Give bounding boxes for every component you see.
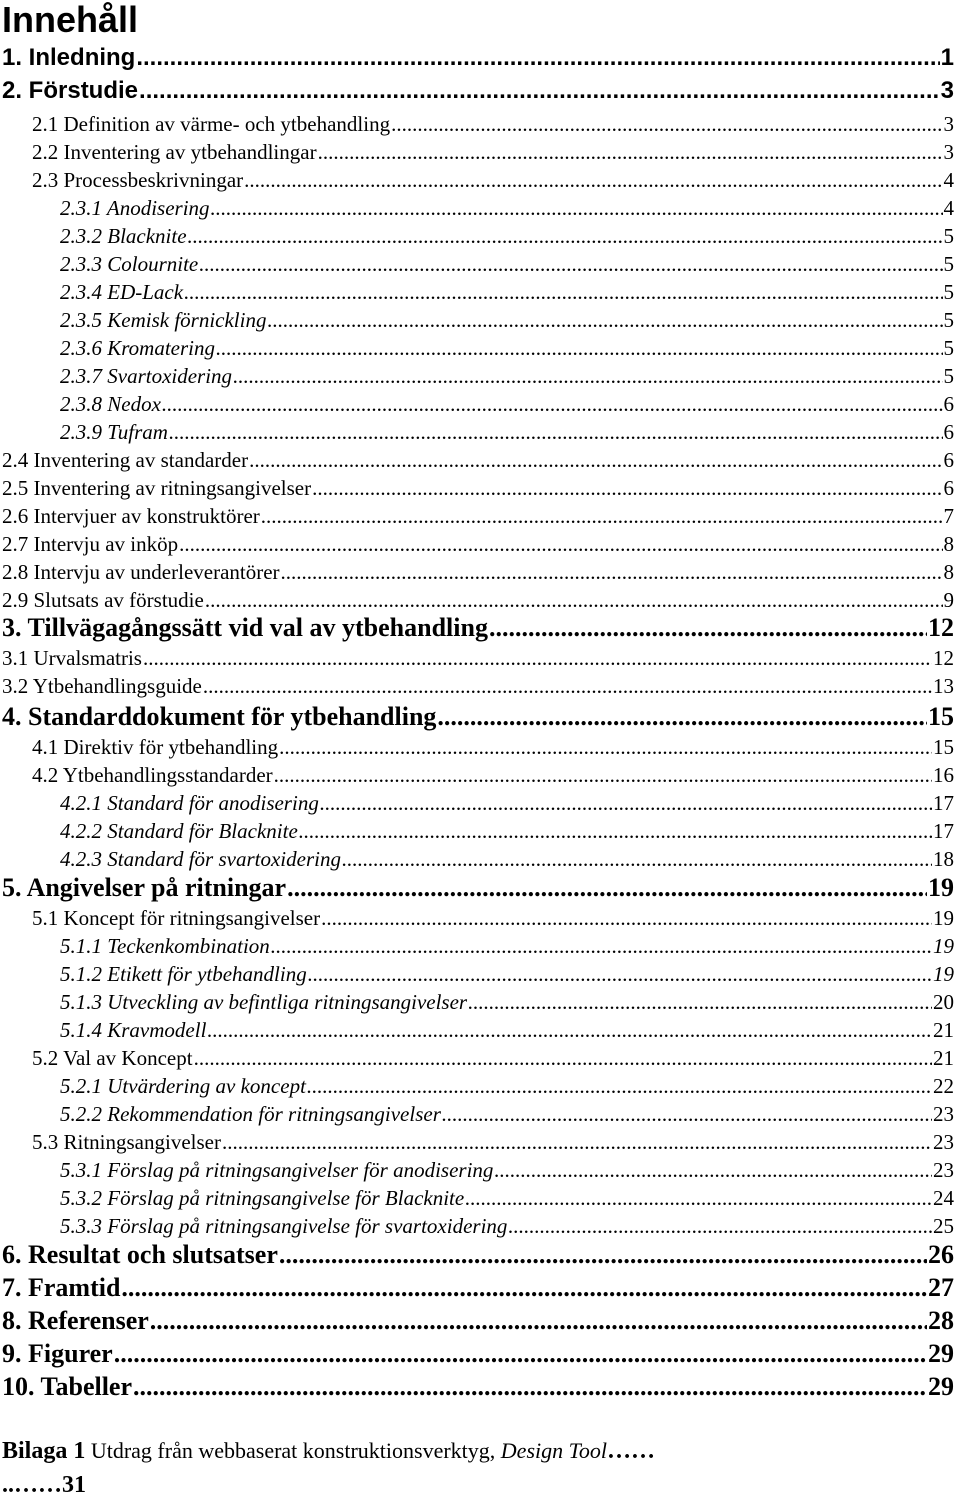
toc-entry[interactable] xyxy=(2,560,954,585)
dot-leader xyxy=(136,44,939,72)
toc-entry-title: 8. Referenser xyxy=(2,1306,149,1335)
dot-leader xyxy=(194,1046,932,1071)
toc-entry-page: 29 xyxy=(928,1372,954,1401)
dot-leader xyxy=(162,392,943,417)
toc-entry-page: 17 xyxy=(933,791,954,815)
dot-leader xyxy=(133,1372,927,1402)
toc-entry-page: 19 xyxy=(933,934,954,958)
toc-entry-page: 8 xyxy=(943,560,954,584)
toc-entry[interactable] xyxy=(60,1018,954,1043)
toc-entry-page: 28 xyxy=(928,1306,954,1335)
dot-leader xyxy=(279,735,932,760)
dot-leader xyxy=(139,77,940,105)
toc-entry-page: 1 xyxy=(940,44,954,71)
dot-leader xyxy=(216,336,943,361)
toc-entry-page: 6 xyxy=(943,448,954,472)
toc-entry-title: 2.3 Processbeskrivningar xyxy=(32,168,244,192)
toc-entry-page: 9 xyxy=(943,588,954,612)
toc-entry-page: 5 xyxy=(943,364,954,388)
appendix-continuation-dots: ..…… xyxy=(2,1472,62,1498)
toc-entry[interactable] xyxy=(2,44,954,72)
toc-entry-title: 4. Standarddokument för ytbehandling xyxy=(2,702,437,731)
toc-entry-page: 19 xyxy=(933,962,954,986)
toc-entry-title: 2.3.8 Nedox xyxy=(60,392,161,416)
toc-entry-title: 9. Figurer xyxy=(2,1339,113,1368)
toc-entry-page: 21 xyxy=(933,1046,954,1070)
dot-leader xyxy=(279,1240,927,1270)
dot-leader xyxy=(207,1018,932,1043)
dot-leader xyxy=(307,1074,932,1099)
dot-leader xyxy=(188,224,943,249)
toc-entry-page: 20 xyxy=(933,990,954,1014)
toc-entry[interactable] xyxy=(2,1306,954,1336)
dot-leader xyxy=(391,112,942,137)
dot-leader xyxy=(114,1339,927,1369)
toc-entry-page: 3 xyxy=(943,140,954,164)
dot-leader xyxy=(437,702,927,732)
dot-leader xyxy=(222,1130,932,1155)
toc-entry-page: 13 xyxy=(933,674,954,698)
toc-entry[interactable] xyxy=(2,674,954,699)
toc-entry[interactable] xyxy=(32,168,954,193)
toc-entry-title: 2.3.7 Svartoxidering xyxy=(60,364,233,388)
toc-entry-page: 3 xyxy=(943,112,954,136)
toc-entry[interactable] xyxy=(32,735,954,760)
toc-entry[interactable] xyxy=(2,476,954,501)
toc-entry[interactable] xyxy=(60,224,954,249)
dot-leader xyxy=(508,1214,932,1239)
toc-entry[interactable] xyxy=(32,763,954,788)
toc-entry-page: 19 xyxy=(928,873,954,902)
toc-entry-title: 5.1.3 Utveckling av befintliga ritningsangivelser xyxy=(60,990,468,1014)
toc-entry-title: 4.2.2 Standard för Blacknite xyxy=(60,819,298,843)
dot-leader xyxy=(281,560,943,585)
appendix-entry xyxy=(2,1438,655,1465)
toc-entry-page: 16 xyxy=(933,763,954,787)
toc-entry-title: 5.2.2 Rekommendation för ritningsangivelser xyxy=(60,1102,441,1126)
toc-entry[interactable] xyxy=(60,934,954,959)
toc-entry-title: 5.2 Val av Koncept xyxy=(32,1046,193,1070)
toc-entry-title: 5.1.4 Kravmodell xyxy=(60,1018,207,1042)
toc-entry-title: 2.4 Inventering av standarder xyxy=(2,448,249,472)
toc-entry-page: 24 xyxy=(933,1186,954,1210)
toc-entry-title: 5.3.2 Förslag på ritningsangivelse för Blacknite xyxy=(60,1186,465,1210)
dot-leader xyxy=(205,588,943,613)
toc-entry[interactable] xyxy=(60,1074,954,1099)
toc-entry-title: 2. Förstudie xyxy=(2,77,139,104)
toc-entry-page: 26 xyxy=(928,1240,954,1269)
dot-leader xyxy=(489,613,927,643)
dot-leader xyxy=(211,196,943,221)
toc-entry-page: 6 xyxy=(943,392,954,416)
toc-entry[interactable] xyxy=(2,873,954,903)
toc-entry-page: 17 xyxy=(933,819,954,843)
toc-entry-page: 19 xyxy=(933,906,954,930)
toc-entry-title: 1. Inledning xyxy=(2,44,136,71)
toc-entry-title: 2.9 Slutsats av förstudie xyxy=(2,588,204,612)
toc-entry-title: 6. Resultat och slutsatser xyxy=(2,1240,278,1269)
toc-entry-page: 23 xyxy=(933,1102,954,1126)
toc-entry-title: 2.1 Definition av värme- och ytbehandling xyxy=(32,112,391,136)
toc-entry-title: 5.3.1 Förslag på ritningsangivelser för anodisering xyxy=(60,1158,494,1182)
toc-entry-page: 21 xyxy=(933,1018,954,1042)
toc-entry[interactable] xyxy=(60,819,954,844)
toc-entry-title: 4.2.3 Standard för svartoxidering xyxy=(60,847,341,871)
dot-leader xyxy=(468,990,932,1015)
toc-entry-title: 5. Angivelser på ritningar xyxy=(2,873,287,902)
dot-leader xyxy=(184,280,942,305)
toc-entry-title: 2.3.4 ED-Lack xyxy=(60,280,184,304)
toc-entry-title: 2.3.5 Kemisk förnickling xyxy=(60,308,267,332)
dot-leader xyxy=(287,873,927,903)
toc-entry-page: 4 xyxy=(943,196,954,220)
toc-entry[interactable] xyxy=(2,613,954,643)
toc-entry-page: 6 xyxy=(943,420,954,444)
toc-entry-title: 5.3 Ritningsangivelser xyxy=(32,1130,221,1154)
toc-entry[interactable] xyxy=(60,1158,954,1183)
toc-entry-title: 10. Tabeller xyxy=(2,1372,133,1401)
toc-entry[interactable] xyxy=(60,990,954,1015)
appendix-label: Bilaga 1 xyxy=(2,1438,86,1464)
toc-entry[interactable] xyxy=(2,1339,954,1369)
toc-entry-page: 15 xyxy=(933,735,954,759)
dot-leader xyxy=(233,364,942,389)
toc-entry-title: 7. Framtid xyxy=(2,1273,121,1302)
toc-entry[interactable] xyxy=(2,1273,954,1303)
toc-entry-page: 5 xyxy=(943,252,954,276)
dot-leader xyxy=(267,308,942,333)
toc-entry-title: 5.1.2 Etikett för ytbehandling xyxy=(60,962,307,986)
toc-entry[interactable] xyxy=(60,336,954,361)
dot-leader xyxy=(143,646,932,671)
dot-leader xyxy=(342,847,932,872)
toc-entry[interactable] xyxy=(2,532,954,557)
toc-entry-page: 5 xyxy=(943,280,954,304)
toc-entry-page: 3 xyxy=(940,77,954,104)
toc-entry-title: 3.1 Urvalsmatris xyxy=(2,646,142,670)
dot-leader xyxy=(169,420,943,445)
toc-entry-page: 23 xyxy=(933,1158,954,1182)
toc-entry[interactable] xyxy=(60,280,954,305)
dot-leader xyxy=(203,674,932,699)
toc-entry[interactable] xyxy=(32,140,954,165)
toc-entry-title: 4.1 Direktiv för ytbehandling xyxy=(32,735,279,759)
dot-leader xyxy=(442,1102,932,1127)
toc-entry[interactable] xyxy=(2,448,954,473)
toc-entry-page: 22 xyxy=(933,1074,954,1098)
page-title: Innehåll xyxy=(2,0,139,40)
appendix-text: Utdrag från webbaserat konstruktionsverktyg, xyxy=(90,1438,496,1463)
toc-entry[interactable] xyxy=(2,77,954,105)
dot-leader xyxy=(150,1306,927,1336)
toc-entry[interactable] xyxy=(60,252,954,277)
toc-entry-title: 2.7 Intervju av inköp xyxy=(2,532,179,556)
toc-entry-page: 4 xyxy=(943,168,954,192)
dot-leader xyxy=(244,168,942,193)
toc-entry[interactable] xyxy=(32,906,954,931)
dot-leader xyxy=(465,1186,932,1211)
dot-leader xyxy=(308,962,932,987)
dot-leader xyxy=(179,532,942,557)
toc-entry-page: 12 xyxy=(928,613,954,642)
toc-entry[interactable] xyxy=(60,962,954,987)
toc-entry[interactable] xyxy=(2,1372,954,1402)
toc-entry-page: 29 xyxy=(928,1339,954,1368)
appendix-dots: …… xyxy=(606,1438,655,1464)
appendix-italic: Design Tool xyxy=(500,1438,607,1463)
toc-entry-title: 5.3.3 Förslag på ritningsangivelse för svartoxidering xyxy=(60,1214,508,1238)
toc-entry-page: 27 xyxy=(928,1273,954,1302)
toc-entry-page: 8 xyxy=(943,532,954,556)
toc-entry[interactable] xyxy=(60,364,954,389)
dot-leader xyxy=(299,819,932,844)
toc-entry-title: 5.1 Koncept för ritningsangivelser xyxy=(32,906,321,930)
dot-leader xyxy=(274,763,932,788)
toc-entry-title: 3. Tillvägagångssätt vid val av ytbehandling xyxy=(2,613,488,642)
appendix-page: 31 xyxy=(62,1472,86,1498)
toc-entry[interactable] xyxy=(60,847,954,872)
toc-entry-page: 5 xyxy=(943,224,954,248)
toc-entry-title: 2.3.6 Kromatering xyxy=(60,336,215,360)
toc-entry-title: 5.1.1 Teckenkombination xyxy=(60,934,270,958)
dot-leader xyxy=(271,934,932,959)
toc-entry[interactable] xyxy=(60,1102,954,1127)
toc-entry-page: 12 xyxy=(933,646,954,670)
toc-entry-title: 2.3.2 Blacknite xyxy=(60,224,187,248)
toc-entry[interactable] xyxy=(32,112,954,137)
toc-entry-page: 6 xyxy=(943,476,954,500)
toc-entry-page: 25 xyxy=(933,1214,954,1238)
toc-entry-title: 2.5 Inventering av ritningsangivelser xyxy=(2,476,312,500)
dot-leader xyxy=(261,504,943,529)
toc-entry[interactable] xyxy=(60,1186,954,1211)
toc-entry[interactable] xyxy=(32,1130,954,1155)
dot-leader xyxy=(121,1273,927,1303)
toc-entry-page: 18 xyxy=(933,847,954,871)
toc-entry-title: 2.3.9 Tufram xyxy=(60,420,168,444)
toc-entry-title: 3.2 Ytbehandlingsguide xyxy=(2,674,202,698)
toc-entry-title: 2.2 Inventering av ytbehandlingar xyxy=(32,140,317,164)
toc-entry-title: 4.2 Ytbehandlingsstandarder xyxy=(32,763,273,787)
toc-entry-title: 2.6 Intervjuer av konstruktörer xyxy=(2,504,260,528)
toc-entry[interactable] xyxy=(2,702,954,732)
toc-entry[interactable] xyxy=(60,1214,954,1239)
toc-entry-title: 2.3.1 Anodisering xyxy=(60,196,210,220)
toc-entry[interactable] xyxy=(2,504,954,529)
dot-leader xyxy=(321,906,932,931)
toc-entry[interactable] xyxy=(60,392,954,417)
toc-entry[interactable] xyxy=(60,308,954,333)
toc-entry[interactable] xyxy=(2,646,954,671)
dot-leader xyxy=(318,140,943,165)
dot-leader xyxy=(320,791,932,816)
toc-entry-title: 2.3.3 Colournite xyxy=(60,252,199,276)
toc-entry-page: 5 xyxy=(943,336,954,360)
toc-entry-title: 2.8 Intervju av underleverantörer xyxy=(2,560,280,584)
toc-entry[interactable] xyxy=(60,196,954,221)
toc-entry[interactable] xyxy=(2,1240,954,1270)
dot-leader xyxy=(494,1158,932,1183)
toc-entry[interactable] xyxy=(60,791,954,816)
toc-entry-page: 5 xyxy=(943,308,954,332)
toc-entry-page: 23 xyxy=(933,1130,954,1154)
dot-leader xyxy=(199,252,942,277)
toc-entry[interactable] xyxy=(32,1046,954,1071)
toc-entry-title: 4.2.1 Standard för anodisering xyxy=(60,791,319,815)
appendix-page-line xyxy=(2,1472,86,1499)
dot-leader xyxy=(312,476,942,501)
toc-entry-page: 15 xyxy=(928,702,954,731)
toc-entry[interactable] xyxy=(60,420,954,445)
toc-entry[interactable] xyxy=(2,588,954,613)
dot-leader xyxy=(249,448,942,473)
toc-entry-title: 5.2.1 Utvärdering av koncept xyxy=(60,1074,306,1098)
toc-entry-page: 7 xyxy=(943,504,954,528)
